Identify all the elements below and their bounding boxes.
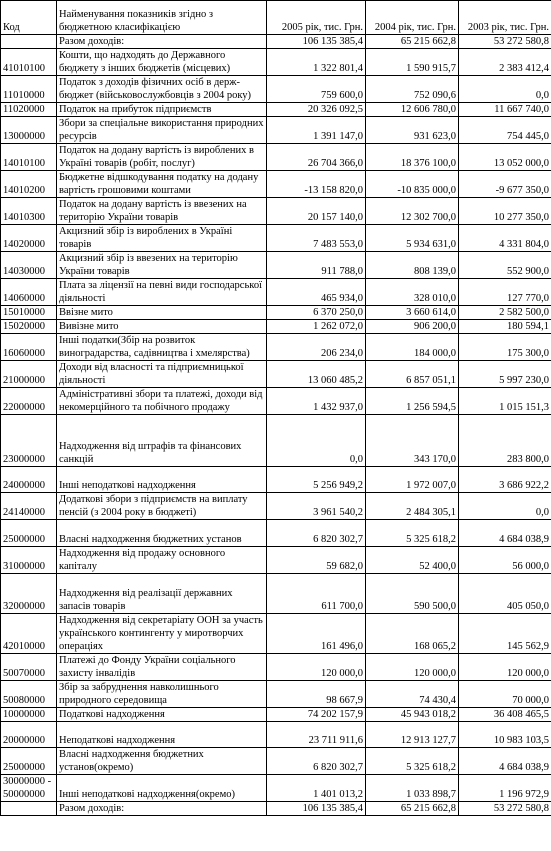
table-row bbox=[1, 334, 551, 361]
row-value-2004: 5 934 631,0 bbox=[366, 225, 459, 252]
table-row bbox=[1, 320, 551, 334]
row-value-2004: 1 590 915,7 bbox=[366, 49, 459, 76]
row-code: 50070000 bbox=[1, 654, 57, 681]
row-name: Додаткові збори з підприємств на виплату пенсій (з 2004 року в бюджеті) bbox=[57, 493, 267, 520]
row-name: Кошти, що надходять до Державного бюджету з інших бюджетів (місцевих) bbox=[57, 49, 267, 76]
row-name: Адміністративні збори та платежі, доходи від некомерційного та побічного продажу bbox=[57, 388, 267, 415]
row-value-2003: 4 684 038,9 bbox=[459, 748, 551, 775]
header-2003: 2003 рік, тис. Грн. bbox=[459, 1, 551, 35]
row-name: Збори за спеціальне використання природних ресурсів bbox=[57, 117, 267, 144]
row-code bbox=[1, 35, 57, 49]
row-code: 14060000 bbox=[1, 279, 57, 306]
row-name: Бюджетне відшкодування податку на додану вартість грошовими коштами bbox=[57, 171, 267, 198]
table-row bbox=[1, 574, 551, 614]
row-value-2003: 180 594,1 bbox=[459, 320, 551, 334]
table-row bbox=[1, 35, 551, 49]
table-row bbox=[1, 306, 551, 320]
row-name: Надходження від реалізації державних запасів товарів bbox=[57, 574, 267, 614]
row-value-2005: 5 256 949,2 bbox=[267, 467, 366, 493]
table-row bbox=[1, 748, 551, 775]
row-value-2005: 20 157 140,0 bbox=[267, 198, 366, 225]
table-row bbox=[1, 49, 551, 76]
row-value-2004: 3 660 614,0 bbox=[366, 306, 459, 320]
row-code: 42010000 bbox=[1, 614, 57, 654]
row-name: Вивізне мито bbox=[57, 320, 267, 334]
row-value-2004: 12 606 780,0 bbox=[366, 103, 459, 117]
row-value-2005: 0,0 bbox=[267, 415, 366, 467]
row-code: 31000000 bbox=[1, 547, 57, 574]
row-code: 14020000 bbox=[1, 225, 57, 252]
row-value-2003: 10 983 103,5 bbox=[459, 722, 551, 748]
row-value-2003: 145 562,9 bbox=[459, 614, 551, 654]
table-row bbox=[1, 279, 551, 306]
table-row bbox=[1, 198, 551, 225]
table-row bbox=[1, 252, 551, 279]
row-name: Податкові надходження bbox=[57, 708, 267, 722]
row-value-2003: 127 770,0 bbox=[459, 279, 551, 306]
row-value-2003: 1 015 151,3 bbox=[459, 388, 551, 415]
row-name: Надходження від продажу основного капіталу bbox=[57, 547, 267, 574]
row-code: 10000000 bbox=[1, 708, 57, 722]
row-value-2004: 343 170,0 bbox=[366, 415, 459, 467]
row-value-2004: 6 857 051,1 bbox=[366, 361, 459, 388]
row-value-2004: 168 065,2 bbox=[366, 614, 459, 654]
row-value-2003: 0,0 bbox=[459, 76, 551, 103]
row-value-2004: 18 376 100,0 bbox=[366, 144, 459, 171]
row-value-2004: 328 010,0 bbox=[366, 279, 459, 306]
row-value-2005: -13 158 820,0 bbox=[267, 171, 366, 198]
row-code: 14010300 bbox=[1, 198, 57, 225]
row-value-2005: 3 961 540,2 bbox=[267, 493, 366, 520]
row-name: Податок з доходів фізичних осіб в держ-бюджет (військовослужбовців з 2004 року) bbox=[57, 76, 267, 103]
row-value-2005: 120 000,0 bbox=[267, 654, 366, 681]
row-code: 14030000 bbox=[1, 252, 57, 279]
row-name: Неподаткові надходження bbox=[57, 722, 267, 748]
row-value-2005: 911 788,0 bbox=[267, 252, 366, 279]
row-name: Збір за забруднення навколишнього природного середовища bbox=[57, 681, 267, 708]
row-value-2003: 2 383 412,4 bbox=[459, 49, 551, 76]
row-code: 14010200 bbox=[1, 171, 57, 198]
row-value-2005: 13 060 485,2 bbox=[267, 361, 366, 388]
row-value-2005: 1 322 801,4 bbox=[267, 49, 366, 76]
row-name: Ввізне мито bbox=[57, 306, 267, 320]
row-value-2003: 53 272 580,8 bbox=[459, 35, 551, 49]
row-name: Податок на додану вартість із вироблених в Україні товарів (робіт, послуг) bbox=[57, 144, 267, 171]
row-value-2003: 36 408 465,5 bbox=[459, 708, 551, 722]
table-row bbox=[1, 654, 551, 681]
row-value-2004: 65 215 662,8 bbox=[366, 35, 459, 49]
row-value-2005: 26 704 366,0 bbox=[267, 144, 366, 171]
row-value-2004: 74 430,4 bbox=[366, 681, 459, 708]
row-value-2003: 5 997 230,0 bbox=[459, 361, 551, 388]
row-value-2004: 5 325 618,2 bbox=[366, 748, 459, 775]
row-code: 15020000 bbox=[1, 320, 57, 334]
header-name: Найменування показників згідно з бюджетною класифікацією bbox=[57, 1, 267, 35]
row-value-2004: -10 835 000,0 bbox=[366, 171, 459, 198]
row-value-2003: 13 052 000,0 bbox=[459, 144, 551, 171]
row-name: Надходження від штрафів та фінансових санкцій bbox=[57, 415, 267, 467]
row-value-2003: 53 272 580,8 bbox=[459, 802, 551, 816]
table-row bbox=[1, 681, 551, 708]
table-row bbox=[1, 708, 551, 722]
row-code: 21000000 bbox=[1, 361, 57, 388]
row-value-2003: 11 667 740,0 bbox=[459, 103, 551, 117]
row-code: 24140000 bbox=[1, 493, 57, 520]
row-name: Інші неподаткові надходження(окремо) bbox=[57, 775, 267, 802]
row-value-2004: 52 400,0 bbox=[366, 547, 459, 574]
row-value-2004: 2 484 305,1 bbox=[366, 493, 459, 520]
row-value-2005: 106 135 385,4 bbox=[267, 35, 366, 49]
row-name: Інші податки(Збір на розвиток виноградарства, садівництва і хмелярства) bbox=[57, 334, 267, 361]
table-row bbox=[1, 415, 551, 467]
row-value-2004: 12 913 127,7 bbox=[366, 722, 459, 748]
table-row bbox=[1, 361, 551, 388]
table-row bbox=[1, 493, 551, 520]
row-value-2005: 106 135 385,4 bbox=[267, 802, 366, 816]
row-value-2003: 175 300,0 bbox=[459, 334, 551, 361]
row-value-2003: 0,0 bbox=[459, 493, 551, 520]
row-value-2004: 1 972 007,0 bbox=[366, 467, 459, 493]
row-value-2005: 20 326 092,5 bbox=[267, 103, 366, 117]
table-row bbox=[1, 547, 551, 574]
row-name: Власні надходження бюджетних установ bbox=[57, 520, 267, 547]
row-value-2004: 45 943 018,2 bbox=[366, 708, 459, 722]
row-value-2004: 808 139,0 bbox=[366, 252, 459, 279]
row-value-2003: 3 686 922,2 bbox=[459, 467, 551, 493]
table-row bbox=[1, 614, 551, 654]
row-name: Надходження від секретаріату ООН за участь українського контингенту у миротворчих операціях bbox=[57, 614, 267, 654]
table-row bbox=[1, 775, 551, 802]
row-value-2004: 906 200,0 bbox=[366, 320, 459, 334]
row-name: Доходи від власності та підприємницької діяльності bbox=[57, 361, 267, 388]
row-name: Податок на додану вартість із ввезених на територію України товарів bbox=[57, 198, 267, 225]
row-value-2004: 931 623,0 bbox=[366, 117, 459, 144]
row-code: 23000000 bbox=[1, 415, 57, 467]
row-code: 11010000 bbox=[1, 76, 57, 103]
row-name: Інші неподаткові надходження bbox=[57, 467, 267, 493]
row-value-2003: 2 582 500,0 bbox=[459, 306, 551, 320]
row-value-2005: 7 483 553,0 bbox=[267, 225, 366, 252]
table-row bbox=[1, 520, 551, 547]
table-row bbox=[1, 388, 551, 415]
row-value-2003: 4 684 038,9 bbox=[459, 520, 551, 547]
row-code: 22000000 bbox=[1, 388, 57, 415]
table-row bbox=[1, 171, 551, 198]
row-code: 20000000 bbox=[1, 722, 57, 748]
row-value-2003: 552 900,0 bbox=[459, 252, 551, 279]
row-name: Разом доходів: bbox=[57, 35, 267, 49]
row-value-2005: 1 262 072,0 bbox=[267, 320, 366, 334]
row-code: 24000000 bbox=[1, 467, 57, 493]
row-code: 25000000 bbox=[1, 520, 57, 547]
row-code: 30000000 - 50000000 bbox=[1, 775, 57, 802]
table-row bbox=[1, 76, 551, 103]
row-value-2004: 752 090,6 bbox=[366, 76, 459, 103]
row-code bbox=[1, 802, 57, 816]
row-value-2005: 611 700,0 bbox=[267, 574, 366, 614]
row-value-2005: 1 401 013,2 bbox=[267, 775, 366, 802]
header-2004: 2004 рік, тис. Грн. bbox=[366, 1, 459, 35]
header-2005: 2005 рік, тис. Грн. bbox=[267, 1, 366, 35]
row-value-2005: 6 820 302,7 bbox=[267, 748, 366, 775]
row-value-2004: 65 215 662,8 bbox=[366, 802, 459, 816]
row-code: 41010100 bbox=[1, 49, 57, 76]
table-row bbox=[1, 722, 551, 748]
row-code: 14010100 bbox=[1, 144, 57, 171]
row-name: Податок на прибуток підприємств bbox=[57, 103, 267, 117]
row-code: 13000000 bbox=[1, 117, 57, 144]
row-value-2003: -9 677 350,0 bbox=[459, 171, 551, 198]
row-value-2003: 405 050,0 bbox=[459, 574, 551, 614]
row-value-2005: 161 496,0 bbox=[267, 614, 366, 654]
row-value-2003: 4 331 804,0 bbox=[459, 225, 551, 252]
row-value-2004: 1 256 594,5 bbox=[366, 388, 459, 415]
row-value-2005: 59 682,0 bbox=[267, 547, 366, 574]
row-value-2005: 1 391 147,0 bbox=[267, 117, 366, 144]
header-row bbox=[1, 1, 551, 35]
row-value-2005: 465 934,0 bbox=[267, 279, 366, 306]
row-name: Власні надходження бюджетних установ(окремо) bbox=[57, 748, 267, 775]
row-value-2004: 590 500,0 bbox=[366, 574, 459, 614]
row-value-2003: 754 445,0 bbox=[459, 117, 551, 144]
row-value-2004: 5 325 618,2 bbox=[366, 520, 459, 547]
row-value-2004: 1 033 898,7 bbox=[366, 775, 459, 802]
table-row bbox=[1, 144, 551, 171]
header-code: Код bbox=[1, 1, 57, 35]
row-value-2003: 1 196 972,9 bbox=[459, 775, 551, 802]
row-name: Акцизний збір із ввезених на територію України товарів bbox=[57, 252, 267, 279]
table-row bbox=[1, 802, 551, 816]
row-name: Плата за ліцензії на певні види господарської діяльності bbox=[57, 279, 267, 306]
row-code: 15010000 bbox=[1, 306, 57, 320]
row-value-2003: 120 000,0 bbox=[459, 654, 551, 681]
row-value-2005: 6 820 302,7 bbox=[267, 520, 366, 547]
row-value-2004: 12 302 700,0 bbox=[366, 198, 459, 225]
row-code: 16060000 bbox=[1, 334, 57, 361]
row-value-2005: 23 711 911,6 bbox=[267, 722, 366, 748]
row-name: Акцизний збір із вироблених в Україні товарів bbox=[57, 225, 267, 252]
row-code: 11020000 bbox=[1, 103, 57, 117]
row-code: 50080000 bbox=[1, 681, 57, 708]
table-row bbox=[1, 467, 551, 493]
row-value-2005: 74 202 157,9 bbox=[267, 708, 366, 722]
row-value-2004: 184 000,0 bbox=[366, 334, 459, 361]
table-row bbox=[1, 103, 551, 117]
row-code: 32000000 bbox=[1, 574, 57, 614]
row-value-2003: 283 800,0 bbox=[459, 415, 551, 467]
row-value-2005: 206 234,0 bbox=[267, 334, 366, 361]
row-value-2005: 98 667,9 bbox=[267, 681, 366, 708]
row-value-2003: 70 000,0 bbox=[459, 681, 551, 708]
row-value-2004: 120 000,0 bbox=[366, 654, 459, 681]
row-value-2003: 10 277 350,0 bbox=[459, 198, 551, 225]
row-name: Разом доходів: bbox=[57, 802, 267, 816]
row-value-2005: 6 370 250,0 bbox=[267, 306, 366, 320]
row-code: 25000000 bbox=[1, 748, 57, 775]
row-name: Платежі до Фонду України соціального захисту інвалідів bbox=[57, 654, 267, 681]
table-row bbox=[1, 225, 551, 252]
table-row bbox=[1, 117, 551, 144]
row-value-2003: 56 000,0 bbox=[459, 547, 551, 574]
row-value-2005: 1 432 937,0 bbox=[267, 388, 366, 415]
row-value-2005: 759 600,0 bbox=[267, 76, 366, 103]
